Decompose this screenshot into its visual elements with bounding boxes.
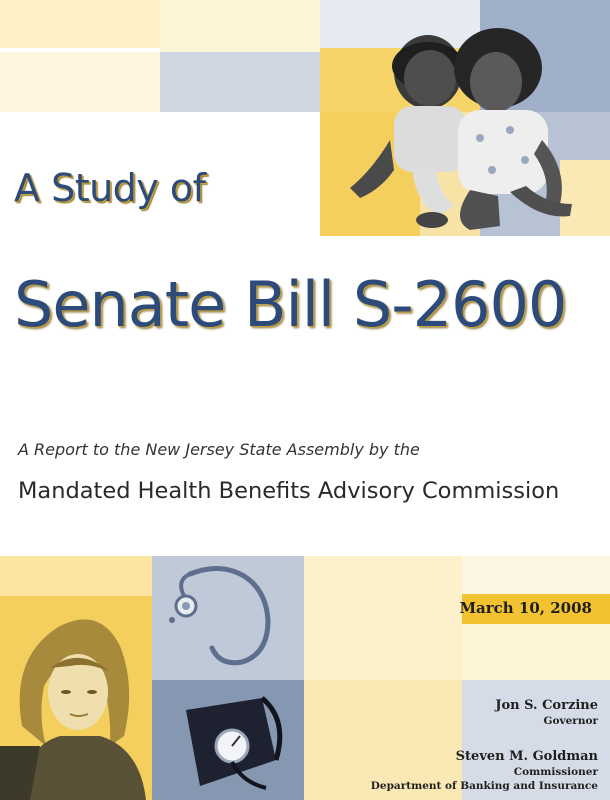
department-name: Department of Banking and Insurance (370, 780, 598, 792)
children-photo (320, 20, 590, 236)
blood-pressure-cuff-icon (172, 690, 292, 794)
governor-name: Jon S. Corzine (495, 698, 598, 713)
report-date: March 10, 2008 (459, 599, 592, 617)
title-line-2: Senate Bill S-2600 (14, 268, 567, 341)
bottom-right-mid-block (462, 624, 610, 680)
top-cream-block-2 (160, 0, 320, 52)
top-left-cream-block (0, 0, 160, 48)
bottom-right-cream-block (304, 556, 462, 680)
bottom-left-pale-block (0, 556, 152, 596)
bottom-right-pale-block (462, 556, 610, 594)
governor-title: Governor (543, 715, 598, 727)
commissioner-name: Steven M. Goldman (455, 749, 598, 764)
subtitle-line-1: A Report to the New Jersey State Assembly by the (18, 440, 420, 459)
woman-photo (0, 596, 152, 800)
top-left-pale-block (0, 52, 160, 112)
title-line-1: A Study of (14, 166, 206, 210)
subtitle-line-2: Mandated Health Benefits Advisory Commission (18, 478, 560, 504)
top-mid-blue-block (160, 52, 320, 112)
commissioner-title: Commissioner (513, 766, 598, 778)
date-badge (459, 594, 610, 624)
stethoscope-icon (160, 562, 296, 672)
